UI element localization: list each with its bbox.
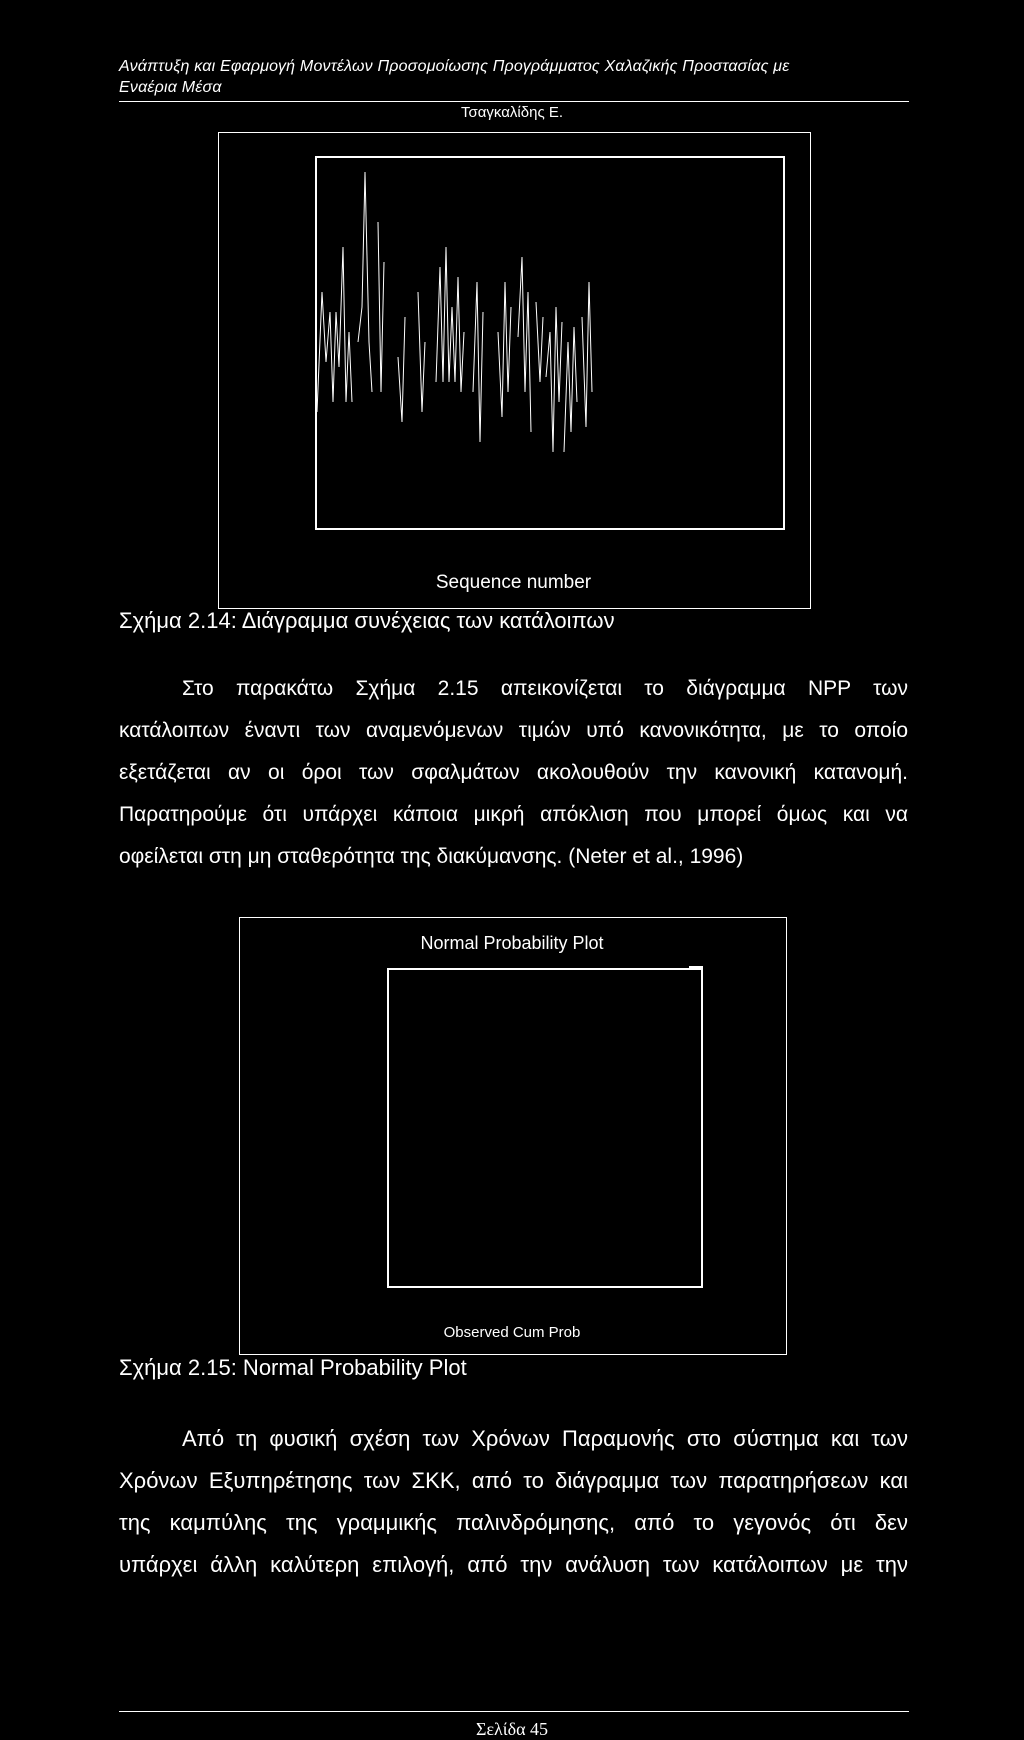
header-rule bbox=[119, 101, 909, 102]
footer-rule bbox=[119, 1711, 909, 1712]
paragraph-line: οφείλεται στη μη σταθερότητα της διακύμανσης. (Neter et al., 1996) bbox=[119, 845, 744, 868]
page-number: Σελίδα 45 bbox=[475, 1719, 549, 1739]
npp-plot-marker bbox=[689, 966, 703, 970]
running-header-line1: Ανάπτυξη και Εφαρμογή Μοντέλων Προσομοίωσης Προγράμματος Χαλαζικής Προστασίας με bbox=[119, 58, 790, 75]
paragraph-line: Χρόνων Εξυπηρέτησης των ΣΚΚ, από το διάγραμμα των παρατηρήσεων και bbox=[119, 1468, 908, 1493]
author-name: Τσαγκαλίδης Ε. bbox=[460, 104, 564, 121]
paragraph-line: εξετάζεται αν οι όροι των σφαλμάτων ακολουθούν την κανονική κατανομή. bbox=[119, 761, 908, 784]
paragraph-line: της καμπύλης της γραμμικής παλινδρόμησης, από το γεγονός ότι δεν bbox=[119, 1510, 908, 1535]
normal-probability-plot bbox=[239, 917, 785, 1353]
running-header-line2: Εναέρια Μέσα bbox=[119, 79, 222, 96]
running-header bbox=[119, 56, 909, 98]
paragraph-npp-description bbox=[119, 668, 908, 878]
paragraph-conclusion bbox=[119, 1418, 908, 1586]
sequence-plot-residual-trace bbox=[317, 172, 592, 452]
paragraph-line: Στο παρακάτω Σχήμα 2.15 απεικονίζεται το διάγραμμα NPP των bbox=[182, 677, 908, 700]
paragraph-line: κατάλοιπων έναντι των αναμενόμενων τιμών υπό κανονικότητα, με το οποίο bbox=[119, 719, 908, 742]
sequence-plot bbox=[218, 132, 809, 607]
npp-plot-axes bbox=[388, 969, 702, 1287]
figure-2-15-caption: Σχήμα 2.15: Normal Probability Plot bbox=[119, 1355, 467, 1380]
npp-plot-xlabel: Observed Cum Prob bbox=[443, 1324, 581, 1341]
sequence-plot-xlabel: Sequence number bbox=[435, 572, 592, 593]
paragraph-line: Παρατηρούμε ότι υπάρχει κάποια μικρή απόκλιση που μπορεί όμως και να bbox=[119, 803, 908, 826]
figure-2-14-caption: Σχήμα 2.14: Διάγραμμα συνέχειας των κατάλοιπων bbox=[119, 608, 615, 633]
paragraph-line: υπάρχει άλλη καλύτερη επιλογή, από την ανάλυση των κατάλοιπων με την bbox=[119, 1552, 908, 1577]
npp-plot-title: Normal Probability Plot bbox=[420, 933, 604, 953]
paragraph-line: Από τη φυσική σχέση των Χρόνων Παραμονής στο σύστημα και των bbox=[182, 1426, 908, 1451]
